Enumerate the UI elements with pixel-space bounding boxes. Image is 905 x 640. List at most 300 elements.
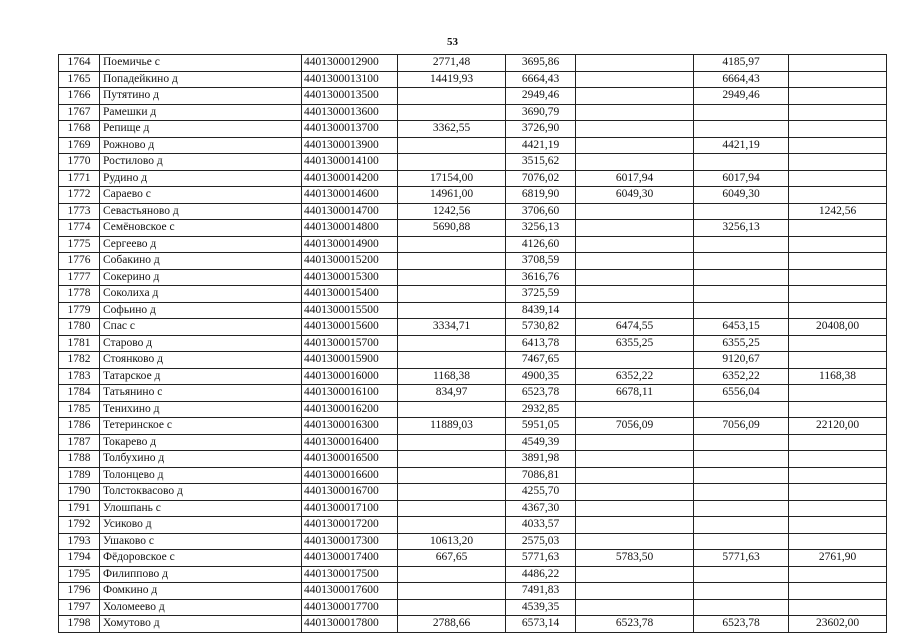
table-row (59, 236, 887, 253)
value-column-2-cell: 6523,78 (506, 385, 576, 402)
row-number-cell: 1786 (59, 418, 100, 435)
table-row (59, 187, 887, 204)
okato-code-cell: 4401300017200 (302, 517, 398, 534)
value-column-4-cell (694, 599, 789, 616)
value-column-1-cell: 834,97 (398, 385, 506, 402)
value-column-3-cell (576, 236, 694, 253)
table-row (59, 154, 887, 171)
value-column-4-cell: 5771,63 (694, 550, 789, 567)
settlement-name-cell: Тетеринское с (100, 418, 302, 435)
value-column-4-cell (694, 566, 789, 583)
value-column-4-cell: 6017,94 (694, 170, 789, 187)
value-column-2-cell: 3616,76 (506, 269, 576, 286)
value-column-4-cell (694, 253, 789, 270)
value-column-3-cell (576, 137, 694, 154)
value-column-3-cell: 6049,30 (576, 187, 694, 204)
value-column-5-cell (789, 352, 887, 369)
row-number-cell: 1783 (59, 368, 100, 385)
value-column-2-cell: 6413,78 (506, 335, 576, 352)
value-column-3-cell: 5783,50 (576, 550, 694, 567)
value-column-1-cell (398, 500, 506, 517)
table-row (59, 121, 887, 138)
value-column-3-cell (576, 220, 694, 237)
value-column-3-cell (576, 500, 694, 517)
okato-code-cell: 4401300016600 (302, 467, 398, 484)
value-column-3-cell (576, 599, 694, 616)
row-number-cell: 1771 (59, 170, 100, 187)
value-column-4-cell (694, 302, 789, 319)
table-row (59, 401, 887, 418)
table-row (59, 550, 887, 567)
settlement-name-cell: Татарское д (100, 368, 302, 385)
value-column-5-cell (789, 434, 887, 451)
settlement-name-cell: Поемичье с (100, 55, 302, 72)
value-column-5-cell: 1168,38 (789, 368, 887, 385)
okato-code-cell: 4401300015200 (302, 253, 398, 270)
value-column-5-cell (789, 401, 887, 418)
value-column-4-cell (694, 154, 789, 171)
settlement-name-cell: Софьино д (100, 302, 302, 319)
table-row (59, 302, 887, 319)
value-column-2-cell: 4255,70 (506, 484, 576, 501)
okato-code-cell: 4401300016100 (302, 385, 398, 402)
value-column-5-cell (789, 500, 887, 517)
value-column-2-cell: 3695,86 (506, 55, 576, 72)
row-number-cell: 1769 (59, 137, 100, 154)
value-column-1-cell (398, 517, 506, 534)
value-column-5-cell (789, 385, 887, 402)
settlement-name-cell: Фёдоровское с (100, 550, 302, 567)
row-number-cell: 1792 (59, 517, 100, 534)
value-column-1-cell: 14419,93 (398, 71, 506, 88)
row-number-cell: 1768 (59, 121, 100, 138)
table-row (59, 71, 887, 88)
row-number-cell: 1774 (59, 220, 100, 237)
table-row (59, 269, 887, 286)
value-column-5-cell (789, 269, 887, 286)
value-column-4-cell: 6664,43 (694, 71, 789, 88)
row-number-cell: 1773 (59, 203, 100, 220)
value-column-5-cell (789, 599, 887, 616)
settlement-name-cell: Тенихино д (100, 401, 302, 418)
value-column-1-cell: 14961,00 (398, 187, 506, 204)
value-column-1-cell: 667,65 (398, 550, 506, 567)
value-column-4-cell (694, 286, 789, 303)
value-column-4-cell: 6049,30 (694, 187, 789, 204)
value-column-2-cell: 2949,46 (506, 88, 576, 105)
value-column-2-cell: 2575,03 (506, 533, 576, 550)
value-column-1-cell (398, 286, 506, 303)
value-column-5-cell (789, 302, 887, 319)
row-number-cell: 1788 (59, 451, 100, 468)
value-column-4-cell (694, 500, 789, 517)
value-column-5-cell (789, 154, 887, 171)
table-row (59, 451, 887, 468)
row-number-cell: 1767 (59, 104, 100, 121)
value-column-2-cell: 3708,59 (506, 253, 576, 270)
value-column-2-cell: 3706,60 (506, 203, 576, 220)
table-row (59, 583, 887, 600)
value-column-2-cell: 7467,65 (506, 352, 576, 369)
value-column-5-cell: 2761,90 (789, 550, 887, 567)
value-column-3-cell (576, 583, 694, 600)
okato-code-cell: 4401300012900 (302, 55, 398, 72)
value-column-2-cell: 3690,79 (506, 104, 576, 121)
value-column-2-cell: 5730,82 (506, 319, 576, 336)
value-column-5-cell (789, 335, 887, 352)
settlement-name-cell: Ушаково с (100, 533, 302, 550)
value-column-4-cell (694, 269, 789, 286)
value-column-4-cell (694, 517, 789, 534)
value-column-3-cell: 6678,11 (576, 385, 694, 402)
row-number-cell: 1781 (59, 335, 100, 352)
table-row (59, 220, 887, 237)
value-column-5-cell (789, 467, 887, 484)
settlement-name-cell: Семёновское с (100, 220, 302, 237)
okato-code-cell: 4401300013500 (302, 88, 398, 105)
row-number-cell: 1775 (59, 236, 100, 253)
row-number-cell: 1766 (59, 88, 100, 105)
value-column-4-cell (694, 203, 789, 220)
okato-code-cell: 4401300013100 (302, 71, 398, 88)
settlement-name-cell: Токарево д (100, 434, 302, 451)
okato-code-cell: 4401300017300 (302, 533, 398, 550)
row-number-cell: 1789 (59, 467, 100, 484)
settlement-name-cell: Севастьяново д (100, 203, 302, 220)
value-column-5-cell: 23602,00 (789, 616, 887, 633)
okato-code-cell: 4401300016500 (302, 451, 398, 468)
value-column-2-cell: 7491,83 (506, 583, 576, 600)
okato-code-cell: 4401300015500 (302, 302, 398, 319)
row-number-cell: 1770 (59, 154, 100, 171)
settlement-name-cell: Путятино д (100, 88, 302, 105)
okato-code-cell: 4401300017100 (302, 500, 398, 517)
value-column-5-cell: 22120,00 (789, 418, 887, 435)
value-column-5-cell (789, 170, 887, 187)
table-row (59, 599, 887, 616)
value-column-1-cell (398, 599, 506, 616)
value-column-2-cell: 7076,02 (506, 170, 576, 187)
value-column-2-cell: 4367,30 (506, 500, 576, 517)
value-column-1-cell (398, 335, 506, 352)
okato-code-cell: 4401300016400 (302, 434, 398, 451)
table-row (59, 55, 887, 72)
okato-code-cell: 4401300013700 (302, 121, 398, 138)
value-column-1-cell: 1168,38 (398, 368, 506, 385)
table-row (59, 253, 887, 270)
okato-code-cell: 4401300016000 (302, 368, 398, 385)
settlement-name-cell: Хомутово д (100, 616, 302, 633)
table-row (59, 533, 887, 550)
row-number-cell: 1796 (59, 583, 100, 600)
value-column-5-cell (789, 71, 887, 88)
value-column-1-cell: 2788,66 (398, 616, 506, 633)
value-column-3-cell: 6352,22 (576, 368, 694, 385)
value-column-5-cell (789, 55, 887, 72)
value-column-1-cell: 10613,20 (398, 533, 506, 550)
value-column-5-cell (789, 286, 887, 303)
row-number-cell: 1782 (59, 352, 100, 369)
settlement-name-cell: Рамешки д (100, 104, 302, 121)
value-column-4-cell: 4421,19 (694, 137, 789, 154)
value-column-5-cell (789, 137, 887, 154)
value-column-5-cell: 1242,56 (789, 203, 887, 220)
value-column-5-cell (789, 236, 887, 253)
value-column-1-cell (398, 88, 506, 105)
value-column-3-cell: 6355,25 (576, 335, 694, 352)
value-column-1-cell (398, 451, 506, 468)
table-row (59, 203, 887, 220)
okato-code-cell: 4401300014100 (302, 154, 398, 171)
value-column-2-cell: 4033,57 (506, 517, 576, 534)
value-column-2-cell: 3256,13 (506, 220, 576, 237)
table-row (59, 418, 887, 435)
value-column-4-cell: 6355,25 (694, 335, 789, 352)
table-row (59, 137, 887, 154)
page-number: 53 (447, 36, 458, 48)
settlement-name-cell: Сергеево д (100, 236, 302, 253)
settlement-name-cell: Улошпань с (100, 500, 302, 517)
row-number-cell: 1776 (59, 253, 100, 270)
value-column-3-cell: 6474,55 (576, 319, 694, 336)
row-number-cell: 1785 (59, 401, 100, 418)
okato-code-cell: 4401300016200 (302, 401, 398, 418)
value-column-5-cell (789, 220, 887, 237)
value-column-4-cell (694, 583, 789, 600)
value-column-1-cell (398, 352, 506, 369)
okato-code-cell: 4401300014800 (302, 220, 398, 237)
value-column-1-cell (398, 253, 506, 270)
row-number-cell: 1797 (59, 599, 100, 616)
value-column-2-cell: 3515,62 (506, 154, 576, 171)
table-row (59, 368, 887, 385)
value-column-4-cell: 2949,46 (694, 88, 789, 105)
value-column-3-cell (576, 121, 694, 138)
settlement-name-cell: Толбухино д (100, 451, 302, 468)
okato-code-cell: 4401300017800 (302, 616, 398, 633)
value-column-5-cell (789, 451, 887, 468)
value-column-3-cell (576, 484, 694, 501)
value-column-1-cell (398, 467, 506, 484)
okato-code-cell: 4401300014900 (302, 236, 398, 253)
value-column-3-cell (576, 154, 694, 171)
row-number-cell: 1791 (59, 500, 100, 517)
settlement-name-cell: Усиково д (100, 517, 302, 534)
value-column-1-cell (398, 236, 506, 253)
value-column-1-cell (398, 302, 506, 319)
value-column-5-cell (789, 253, 887, 270)
row-number-cell: 1793 (59, 533, 100, 550)
value-column-4-cell: 6556,04 (694, 385, 789, 402)
row-number-cell: 1772 (59, 187, 100, 204)
value-column-4-cell: 9120,67 (694, 352, 789, 369)
value-column-2-cell: 5771,63 (506, 550, 576, 567)
value-column-1-cell (398, 583, 506, 600)
table-row (59, 352, 887, 369)
value-column-3-cell (576, 88, 694, 105)
row-number-cell: 1790 (59, 484, 100, 501)
settlement-name-cell: Толонцево д (100, 467, 302, 484)
okato-code-cell: 4401300017500 (302, 566, 398, 583)
settlement-name-cell: Старово д (100, 335, 302, 352)
value-column-3-cell (576, 71, 694, 88)
value-column-3-cell (576, 352, 694, 369)
table-row (59, 484, 887, 501)
settlement-name-cell: Рожново д (100, 137, 302, 154)
row-number-cell: 1780 (59, 319, 100, 336)
value-column-4-cell (694, 401, 789, 418)
table-row (59, 319, 887, 336)
row-number-cell: 1779 (59, 302, 100, 319)
row-number-cell: 1787 (59, 434, 100, 451)
table-row (59, 170, 887, 187)
row-number-cell: 1795 (59, 566, 100, 583)
value-column-2-cell: 4549,39 (506, 434, 576, 451)
value-column-2-cell: 4126,60 (506, 236, 576, 253)
okato-code-cell: 4401300014700 (302, 203, 398, 220)
value-column-2-cell: 3891,98 (506, 451, 576, 468)
value-column-5-cell (789, 517, 887, 534)
value-column-3-cell (576, 434, 694, 451)
value-column-4-cell: 6352,22 (694, 368, 789, 385)
value-column-4-cell: 6453,15 (694, 319, 789, 336)
table-row (59, 335, 887, 352)
okato-code-cell: 4401300017400 (302, 550, 398, 567)
okato-code-cell: 4401300016700 (302, 484, 398, 501)
table-row (59, 286, 887, 303)
value-column-1-cell: 3362,55 (398, 121, 506, 138)
value-column-1-cell: 17154,00 (398, 170, 506, 187)
settlement-name-cell: Собакино д (100, 253, 302, 270)
value-column-2-cell: 4539,35 (506, 599, 576, 616)
value-column-1-cell: 1242,56 (398, 203, 506, 220)
value-column-4-cell: 7056,09 (694, 418, 789, 435)
table-row (59, 616, 887, 633)
okato-code-cell: 4401300015400 (302, 286, 398, 303)
row-number-cell: 1764 (59, 55, 100, 72)
value-column-3-cell (576, 286, 694, 303)
settlement-name-cell: Сокерино д (100, 269, 302, 286)
settlement-name-cell: Толстоквасово д (100, 484, 302, 501)
value-column-5-cell (789, 88, 887, 105)
value-column-2-cell: 8439,14 (506, 302, 576, 319)
value-column-4-cell (694, 451, 789, 468)
value-column-4-cell: 4185,97 (694, 55, 789, 72)
value-column-3-cell: 6523,78 (576, 616, 694, 633)
value-column-1-cell (398, 434, 506, 451)
value-column-3-cell (576, 517, 694, 534)
value-column-3-cell: 6017,94 (576, 170, 694, 187)
value-column-4-cell (694, 104, 789, 121)
settlement-name-cell: Соколиха д (100, 286, 302, 303)
row-number-cell: 1765 (59, 71, 100, 88)
value-column-2-cell: 4486,22 (506, 566, 576, 583)
value-column-4-cell (694, 467, 789, 484)
value-column-1-cell (398, 104, 506, 121)
value-column-2-cell: 6819,90 (506, 187, 576, 204)
value-column-5-cell (789, 121, 887, 138)
value-column-2-cell: 7086,81 (506, 467, 576, 484)
value-column-5-cell (789, 187, 887, 204)
value-column-5-cell (789, 583, 887, 600)
okato-code-cell: 4401300015700 (302, 335, 398, 352)
value-column-2-cell: 2932,85 (506, 401, 576, 418)
table-row (59, 467, 887, 484)
value-column-2-cell: 5951,05 (506, 418, 576, 435)
value-column-2-cell: 4900,35 (506, 368, 576, 385)
value-column-2-cell: 3725,59 (506, 286, 576, 303)
row-number-cell: 1798 (59, 616, 100, 633)
value-column-5-cell (789, 104, 887, 121)
value-column-1-cell (398, 269, 506, 286)
value-column-4-cell (694, 434, 789, 451)
okato-code-cell: 4401300017600 (302, 583, 398, 600)
value-column-1-cell (398, 401, 506, 418)
value-column-4-cell (694, 533, 789, 550)
settlement-name-cell: Сараево с (100, 187, 302, 204)
row-number-cell: 1777 (59, 269, 100, 286)
okato-code-cell: 4401300014600 (302, 187, 398, 204)
value-column-4-cell (694, 484, 789, 501)
settlement-name-cell: Татьянино с (100, 385, 302, 402)
value-column-4-cell: 6523,78 (694, 616, 789, 633)
value-column-4-cell (694, 236, 789, 253)
value-column-3-cell (576, 451, 694, 468)
value-column-1-cell (398, 484, 506, 501)
value-column-3-cell (576, 533, 694, 550)
okato-code-cell: 4401300015900 (302, 352, 398, 369)
value-column-1-cell (398, 566, 506, 583)
table-row (59, 88, 887, 105)
okato-code-cell: 4401300015600 (302, 319, 398, 336)
value-column-3-cell (576, 203, 694, 220)
table-row (59, 104, 887, 121)
settlement-name-cell: Попадейкино д (100, 71, 302, 88)
value-column-1-cell: 11889,03 (398, 418, 506, 435)
value-column-2-cell: 6664,43 (506, 71, 576, 88)
register-body (59, 55, 887, 633)
settlement-name-cell: Холомеево д (100, 599, 302, 616)
okato-code-cell: 4401300013900 (302, 137, 398, 154)
value-column-2-cell: 3726,90 (506, 121, 576, 138)
value-column-3-cell (576, 467, 694, 484)
table-row (59, 566, 887, 583)
value-column-4-cell: 3256,13 (694, 220, 789, 237)
table-row (59, 434, 887, 451)
row-number-cell: 1784 (59, 385, 100, 402)
value-column-3-cell: 7056,09 (576, 418, 694, 435)
settlement-name-cell: Фомкино д (100, 583, 302, 600)
row-number-cell: 1794 (59, 550, 100, 567)
value-column-3-cell (576, 55, 694, 72)
settlement-name-cell: Стоянково д (100, 352, 302, 369)
value-column-3-cell (576, 104, 694, 121)
settlement-name-cell: Репище д (100, 121, 302, 138)
value-column-4-cell (694, 121, 789, 138)
value-column-1-cell (398, 137, 506, 154)
value-column-2-cell: 4421,19 (506, 137, 576, 154)
value-column-3-cell (576, 302, 694, 319)
settlement-name-cell: Спас с (100, 319, 302, 336)
settlement-name-cell: Ростилово д (100, 154, 302, 171)
value-column-3-cell (576, 401, 694, 418)
row-number-cell: 1778 (59, 286, 100, 303)
value-column-3-cell (576, 253, 694, 270)
table-row (59, 385, 887, 402)
table-row (59, 500, 887, 517)
value-column-2-cell: 6573,14 (506, 616, 576, 633)
value-column-5-cell: 20408,00 (789, 319, 887, 336)
